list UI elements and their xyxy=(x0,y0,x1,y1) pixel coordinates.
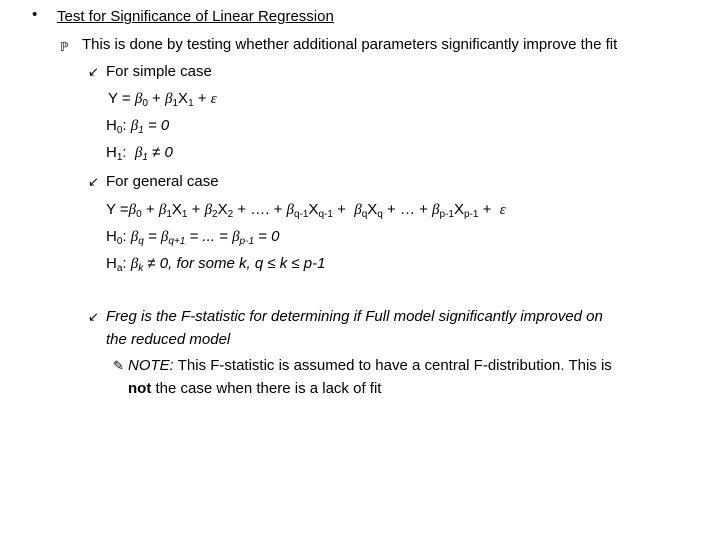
note-text-1: This F-statistic is assumed to have a central F-distribution. This is xyxy=(173,357,612,374)
freg-description-line-2: the reduced model xyxy=(106,331,231,348)
simple-case-heading: For simple case xyxy=(106,63,212,80)
simple-model-equation: $Y = \beta_0 + \beta_1X_1 + \varepsilon$ xyxy=(108,90,217,109)
note-label: NOTE: xyxy=(128,357,174,374)
general-alt-hypothesis: $H_a$: $\beta_k \ne 0$, for some k, q ≤ k ≤ p-1 xyxy=(106,255,326,274)
arrow-bullet-icon: ↙ xyxy=(88,174,99,189)
freg-description-line-1: Freg is the F-statistic for determining if Full model significantly improved on xyxy=(106,308,603,325)
bullet-dot-icon: • xyxy=(32,6,38,23)
intro-text: This is done by testing whether additional parameters significantly improve the fit xyxy=(82,36,618,53)
simple-null-hypothesis: $H_0$: $\beta_1 = 0$ xyxy=(106,117,170,136)
note-text-2: the case when there is a lack of fit xyxy=(151,380,382,397)
note-line-1 xyxy=(128,357,612,375)
arrow-bullet-icon: ↙ xyxy=(88,64,99,79)
general-case-heading: For general case xyxy=(106,173,219,190)
sub-bullet-icon: ℙ xyxy=(60,40,69,54)
arrow-bullet-icon: ↙ xyxy=(88,309,99,324)
note-line-2 xyxy=(128,380,381,398)
slide-title: Test for Significance of Linear Regression xyxy=(57,8,334,25)
general-null-hypothesis: $H_0$: $\beta_q = \beta_{q+1}$ = ... = $\beta_{p-1} = 0$ xyxy=(106,228,280,247)
general-model-equation: $Y =\beta_0 + \beta_1X_1 + \beta_2X_2$ + …. + $\beta_{q-1}X_{q-1} + \beta_qX_q$ + … + $\beta_{p-1}X_{p-1} + \varepsilon$ xyxy=(106,201,506,220)
note-bullet-icon: ✎ xyxy=(113,358,124,373)
simple-alt-hypothesis: $H_1$: $\beta_1 \ne 0$ xyxy=(106,144,173,163)
note-bold-word: not xyxy=(128,380,152,397)
